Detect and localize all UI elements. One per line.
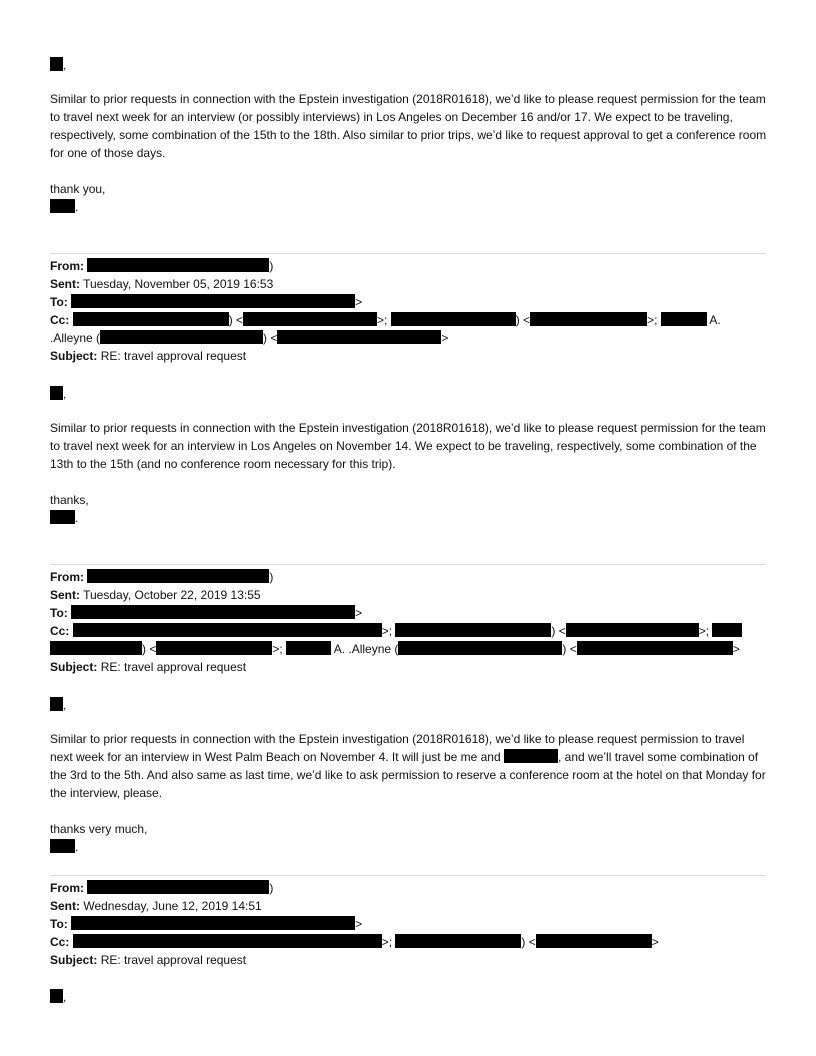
message-closing: thanks, .	[50, 493, 89, 525]
divider	[50, 875, 766, 876]
message-body: Similar to prior requests in connection with the Epstein investigation (2018R01618), we’d like to please request permission to travel next week for an interview in West Palm Beach on November 4. It will just be me and , and we’ll travel some combination of the 3rd to the 5th. And also same as last time, we’d like to ask permission to reserve a conference room at the hotel on that Monday for the interview, please.	[50, 732, 766, 800]
redaction	[530, 312, 647, 326]
redaction	[71, 294, 355, 308]
redaction	[286, 641, 331, 655]
greeting: ,	[50, 696, 768, 714]
email-header: From: ) Sent: Tuesday, October 22, 2019 13:55 To: > Cc: >; ) < >; ) < >; A. .Alleyne ( ) < > Subject: RE: travel approval request	[50, 568, 768, 676]
message-body: Similar to prior requests in connection with the Epstein investigation (2018R01618), we’d like to please request permission for the team to travel next week for an interview in Los Angeles on November 14. We expect to be traveling, respectively, some combination of the 13th to the 15th (and no conference room necessary for this trip).	[50, 421, 766, 471]
redaction	[712, 623, 742, 637]
redaction	[87, 258, 269, 272]
redaction	[87, 569, 269, 583]
redaction	[156, 641, 272, 655]
redaction	[50, 989, 63, 1003]
message-closing: thank you, .	[50, 182, 106, 214]
redaction	[277, 330, 441, 344]
message-body: Similar to prior requests in connection with the Epstein investigation (2018R01618), we’d like to please request permission for the team to travel next week for an interview (or possibly interviews) in Los Angeles on December 16 and/or 17. We expect to be traveling, respectively, some combination of the 15th to the 18th. Also similar to prior trips, we’d like to request approval to get a conference room for one of those days.	[50, 92, 767, 160]
redaction	[243, 312, 377, 326]
redaction	[50, 57, 63, 71]
redaction	[504, 749, 558, 763]
redaction	[73, 312, 229, 326]
redaction	[391, 312, 516, 326]
redaction	[566, 623, 699, 637]
redaction	[536, 934, 652, 948]
divider	[50, 564, 766, 565]
redaction	[50, 839, 75, 853]
redaction	[577, 641, 733, 655]
redaction	[71, 916, 355, 930]
redaction	[50, 199, 75, 213]
redaction	[71, 605, 355, 619]
redaction	[398, 641, 562, 655]
redaction	[50, 386, 63, 400]
redaction	[100, 330, 263, 344]
divider	[50, 253, 766, 254]
redaction	[73, 623, 382, 637]
greeting: ,	[50, 56, 768, 74]
email-header: From: ) Sent: Wednesday, June 12, 2019 14:51 To: > Cc: >; ) < > Subject: RE: travel approval request	[50, 881, 659, 967]
redaction	[661, 312, 707, 326]
email-header: From: ) Sent: Tuesday, November 05, 2019 16:53 To: > Cc: ) < >; ) < >; A. .Alleyne ( ) < > Subject: RE: travel approval request	[50, 259, 721, 363]
greeting: ,	[50, 385, 768, 403]
redaction	[50, 697, 63, 711]
message-closing: thanks very much, .	[50, 822, 148, 854]
redaction	[395, 934, 521, 948]
redaction	[395, 623, 551, 637]
redaction	[50, 641, 142, 655]
redaction	[50, 510, 75, 524]
redaction	[87, 880, 269, 894]
redaction	[73, 934, 382, 948]
greeting: ,	[50, 988, 768, 1006]
